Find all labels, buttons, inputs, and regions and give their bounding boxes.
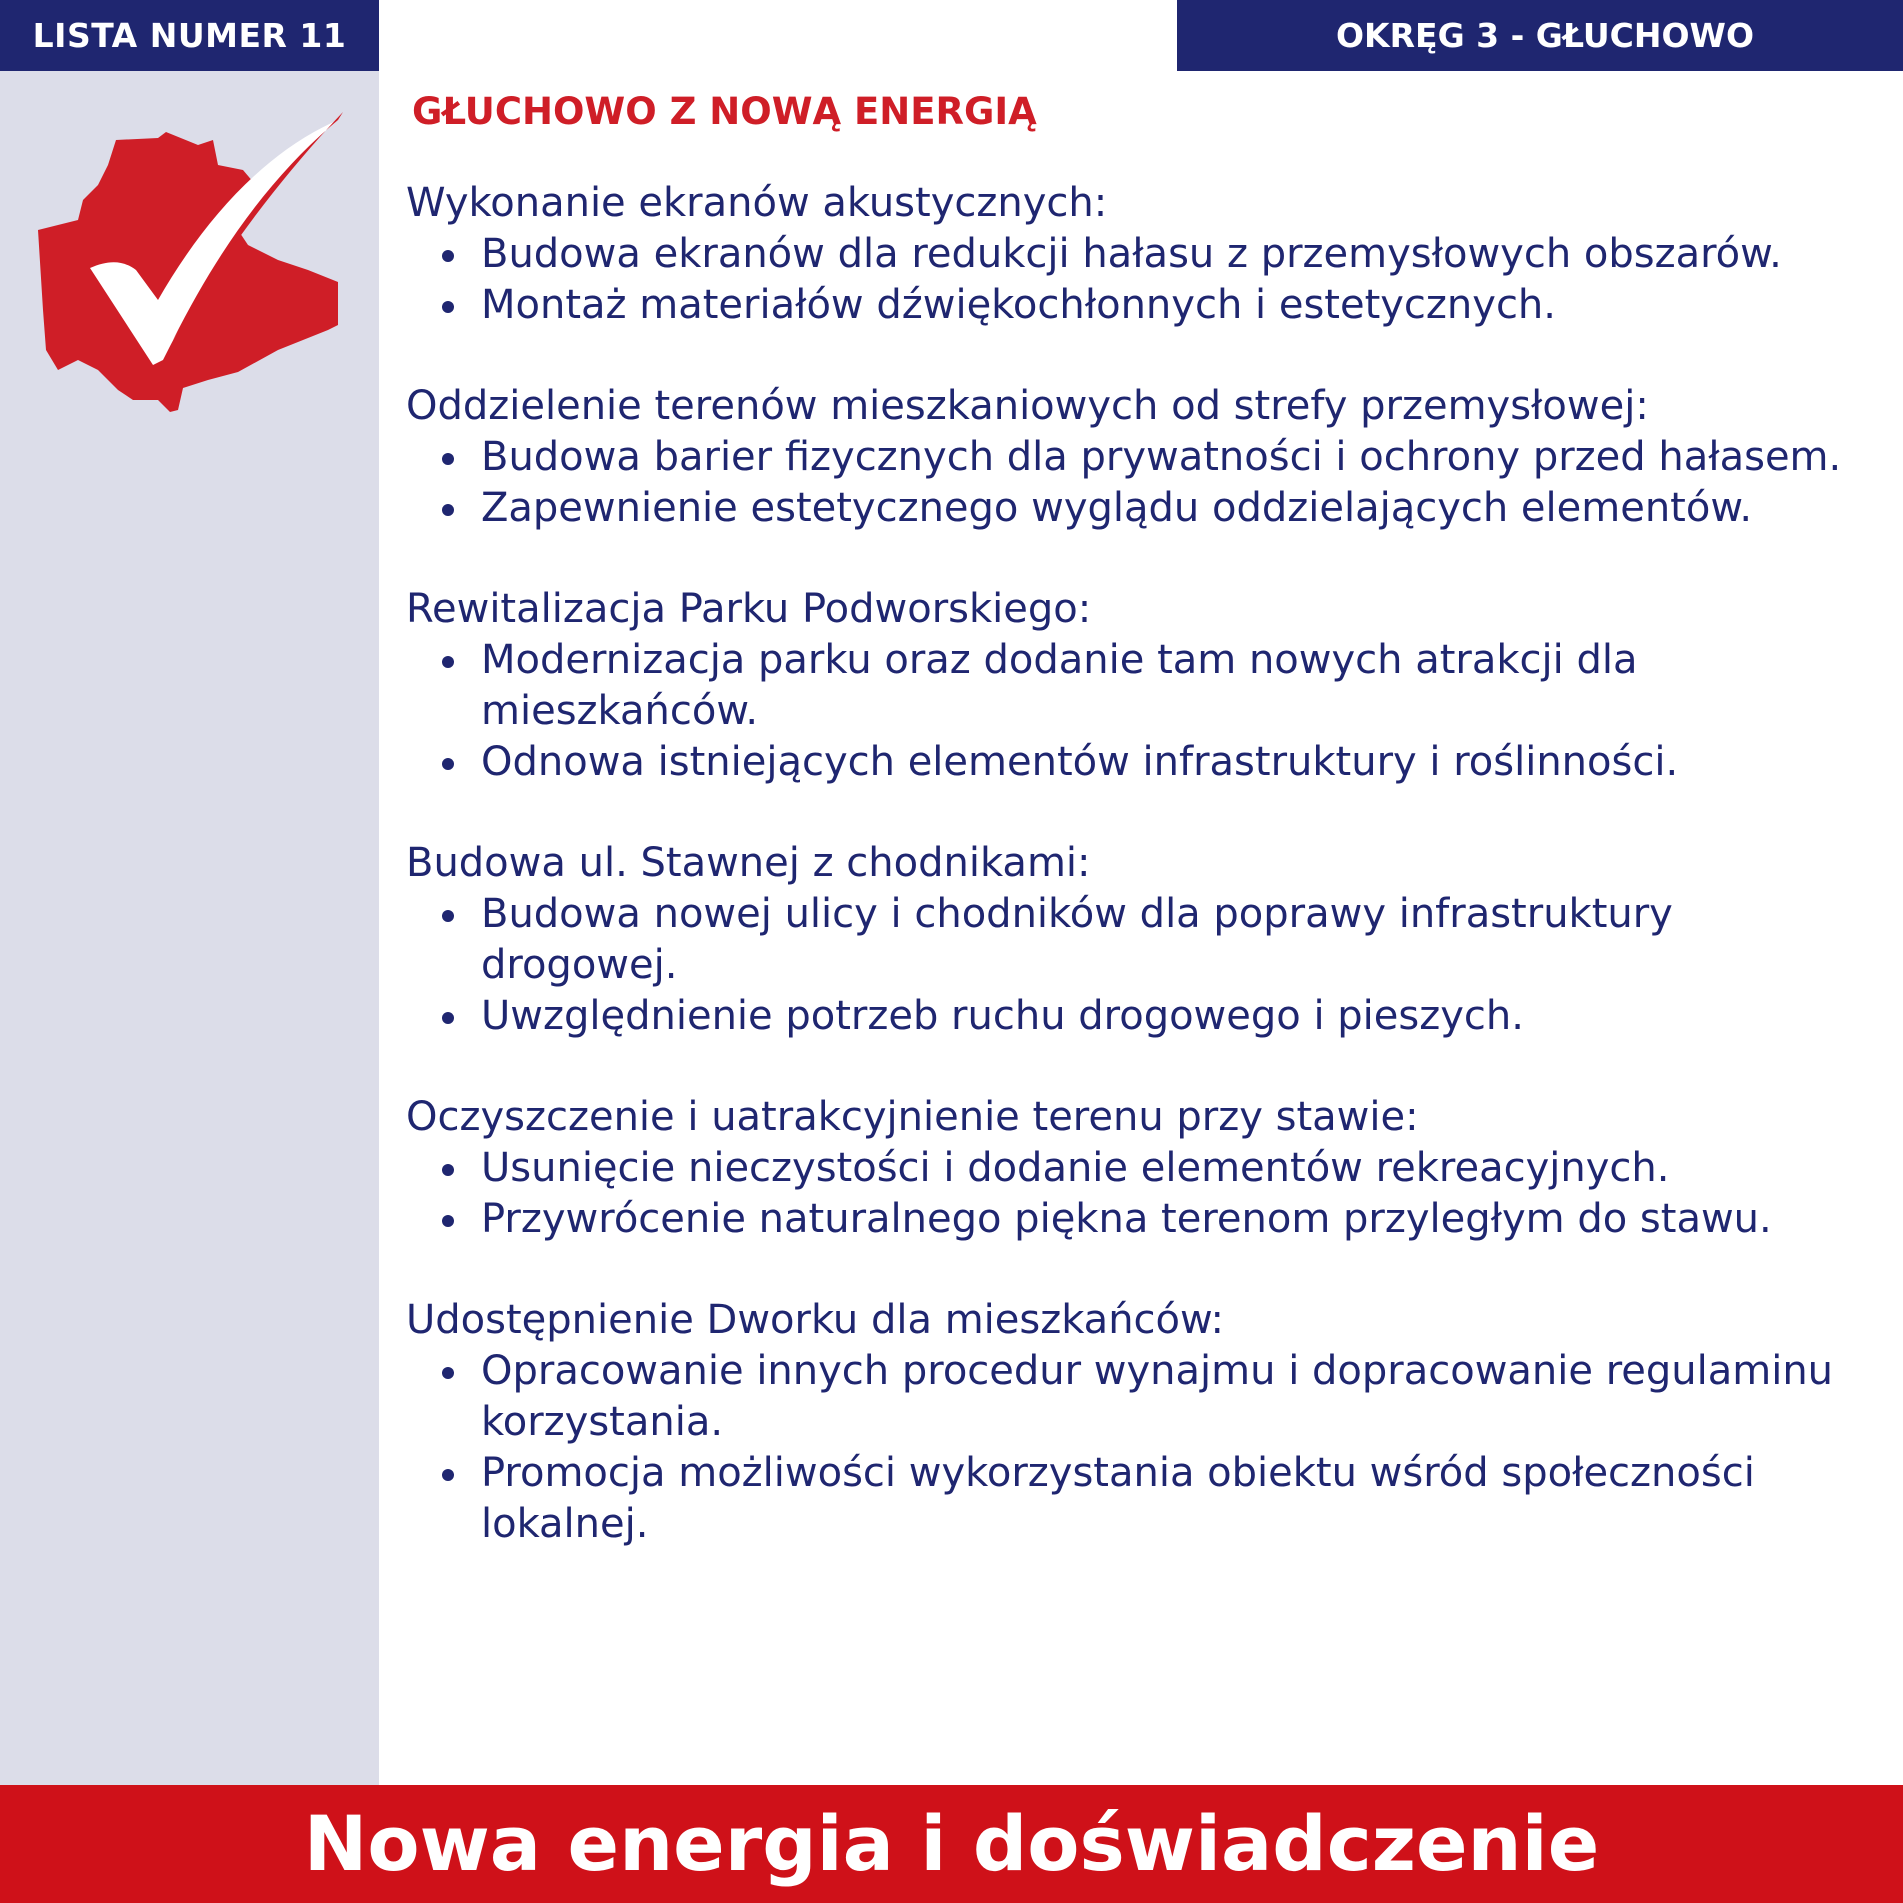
bullet-list bbox=[406, 1346, 1876, 1550]
bullet-icon bbox=[442, 1164, 454, 1176]
list-item-text: Budowa barier fizycznych dla prywatności i ochrony przed hałasem. bbox=[481, 434, 1842, 480]
list-item-text: Montaż materiałów dźwiękochłonnych i estetycznych. bbox=[481, 282, 1556, 328]
district-badge: OKRĘG 3 - GŁUCHOWO bbox=[1177, 0, 1903, 71]
bullet-icon bbox=[442, 453, 454, 465]
list-number-badge: LISTA NUMER 11 bbox=[0, 0, 379, 71]
program-section bbox=[406, 1295, 1876, 1550]
list-item bbox=[406, 432, 1876, 483]
bullet-list bbox=[406, 229, 1876, 331]
list-item-text: Opracowanie innych procedur wynajmu i dopracowanie regulaminu korzystania. bbox=[481, 1348, 1834, 1445]
list-item bbox=[406, 280, 1876, 331]
bullet-icon bbox=[442, 1469, 454, 1481]
program-section bbox=[406, 178, 1876, 331]
bullet-icon bbox=[442, 1215, 454, 1227]
bullet-list bbox=[406, 1143, 1876, 1245]
section-title: Oddzielenie terenów mieszkaniowych od strefy przemysłowej: bbox=[406, 383, 1649, 429]
bullet-icon bbox=[442, 656, 454, 668]
bullet-list bbox=[406, 889, 1876, 1042]
list-item-text: Usunięcie nieczystości i dodanie elementów rekreacyjnych. bbox=[481, 1145, 1670, 1191]
bullet-icon bbox=[442, 758, 454, 770]
list-item-text: Przywrócenie naturalnego piękna terenom przyległym do stawu. bbox=[481, 1196, 1772, 1242]
list-item-text: Modernizacja parku oraz dodanie tam nowych atrakcji dla mieszkańców. bbox=[481, 637, 1638, 734]
program-section bbox=[406, 1092, 1876, 1245]
section-title: Udostępnienie Dworku dla mieszkańców: bbox=[406, 1297, 1225, 1343]
list-item bbox=[406, 1346, 1876, 1448]
bullet-icon bbox=[442, 504, 454, 516]
list-item bbox=[406, 483, 1876, 534]
program-section bbox=[406, 838, 1876, 1042]
section-title: Oczyszczenie i uatrakcyjnienie terenu przy stawie: bbox=[406, 1094, 1419, 1140]
list-item bbox=[406, 1143, 1876, 1194]
list-item bbox=[406, 889, 1876, 991]
list-item-text: Zapewnienie estetycznego wyglądu oddzielających elementów. bbox=[481, 485, 1753, 531]
list-item bbox=[406, 737, 1876, 788]
bullet-icon bbox=[442, 1012, 454, 1024]
list-item-text: Uwzględnienie potrzeb ruchu drogowego i pieszych. bbox=[481, 993, 1524, 1039]
checkmark-map-icon bbox=[38, 110, 348, 420]
page-title: GŁUCHOWO Z NOWĄ ENERGIĄ bbox=[412, 90, 1037, 133]
section-title: Budowa ul. Stawnej z chodnikami: bbox=[406, 840, 1091, 886]
list-item-text: Odnowa istniejących elementów infrastruktury i roślinności. bbox=[481, 739, 1679, 785]
footer-slogan: Nowa energia i doświadczenie bbox=[0, 1785, 1903, 1903]
program-content bbox=[406, 86, 1876, 1600]
list-item bbox=[406, 991, 1876, 1042]
bullet-icon bbox=[442, 250, 454, 262]
bullet-list bbox=[406, 635, 1876, 788]
section-title: Rewitalizacja Parku Podworskiego: bbox=[406, 586, 1092, 632]
list-item bbox=[406, 635, 1876, 737]
list-item-text: Budowa nowej ulicy i chodników dla poprawy infrastruktury drogowej. bbox=[481, 891, 1673, 988]
program-section bbox=[406, 381, 1876, 534]
list-item-text: Promocja możliwości wykorzystania obiektu wśród społeczności lokalnej. bbox=[481, 1450, 1755, 1547]
list-item bbox=[406, 229, 1876, 280]
list-item bbox=[406, 1194, 1876, 1245]
bullet-list bbox=[406, 432, 1876, 534]
bullet-icon bbox=[442, 301, 454, 313]
list-item bbox=[406, 1448, 1876, 1550]
program-section bbox=[406, 584, 1876, 788]
program-sections bbox=[406, 178, 1876, 1550]
bullet-icon bbox=[442, 1367, 454, 1379]
list-item-text: Budowa ekranów dla redukcji hałasu z przemysłowych obszarów. bbox=[481, 231, 1782, 277]
section-title: Wykonanie ekranów akustycznych: bbox=[406, 180, 1108, 226]
bullet-icon bbox=[442, 910, 454, 922]
